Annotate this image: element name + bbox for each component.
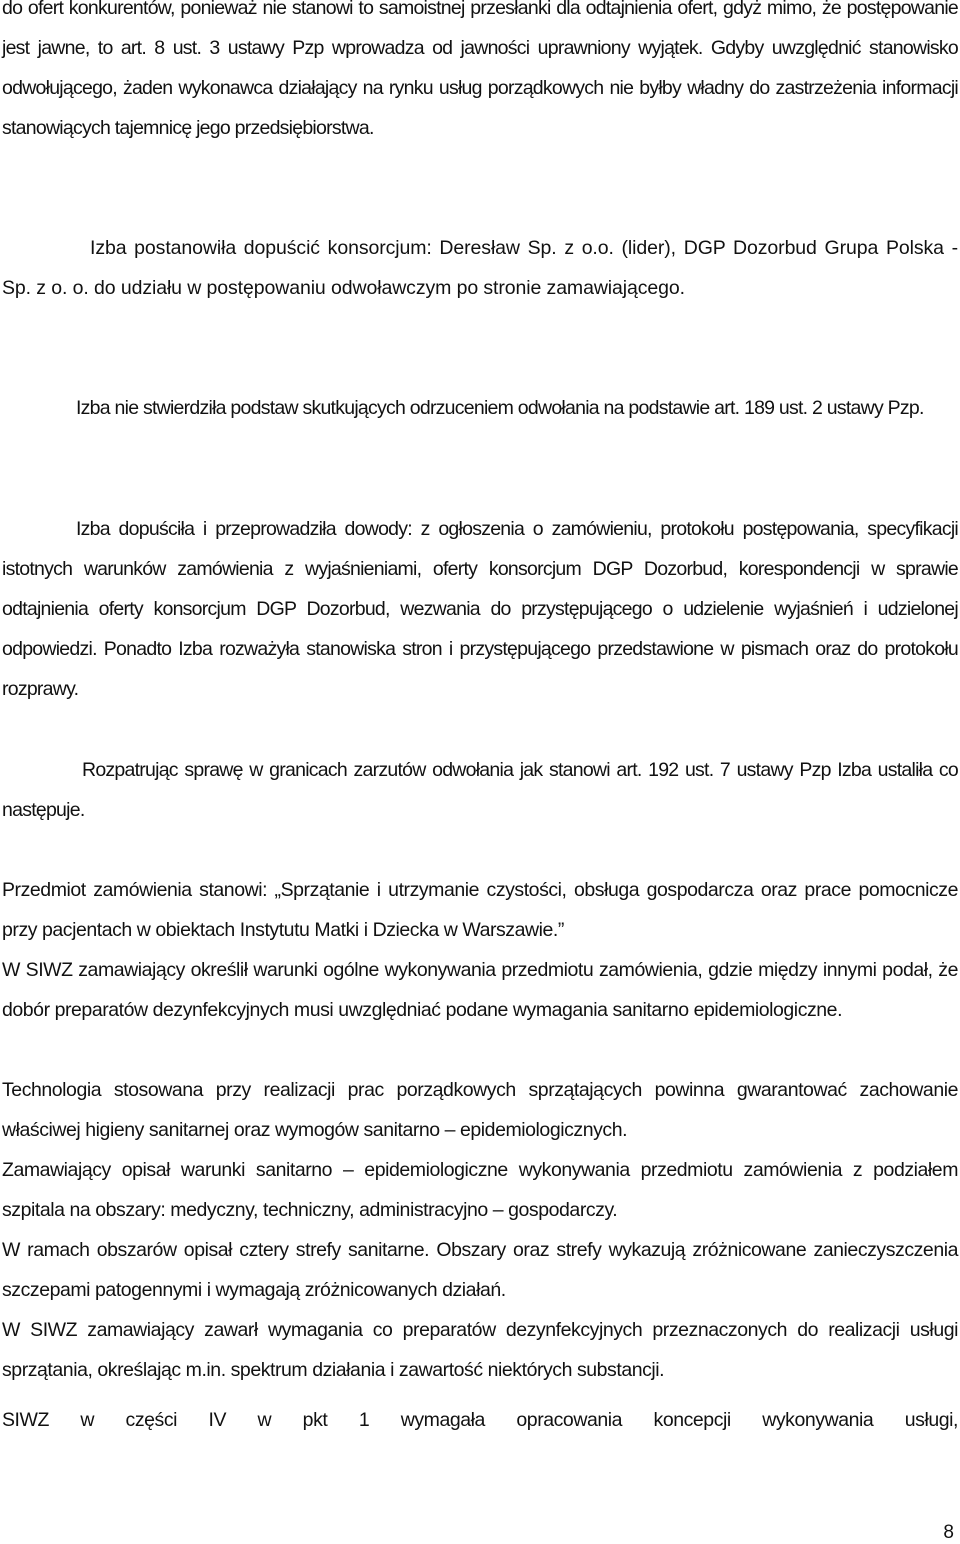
- page-number: 8: [943, 1522, 954, 1543]
- paragraph-warunki-sanitarne: Zamawiający opisał warunki sanitarno – epidemiologiczne wykonywania przedmiotu zamówienia z podziałem szpitala na obszary: medyczny, techniczny, administracyjno – gospodarczy.: [2, 1159, 958, 1221]
- paragraph-dopuszczenie-konsorcjum: Izba postanowiła dopuścić konsorcjum: Deresław Sp. z o.o. (lider), DGP Dozorbud Grupa Polska - Sp. z o. o. do udziału w postępowaniu odwoławczym po stronie zamawiającego.: [2, 237, 958, 299]
- paragraph-dowody: Izba dopuściła i przeprowadziła dowody: z ogłoszenia o zamówieniu, protokołu postępowania, specyfikacji istotnych warunków zamówienia z wyjaśnieniami, oferty konsorcjum DGP Dozorbud, korespondencji w sprawie odtajnienia oferty konsorcjum DGP Dozorbud, wezwania do przystępującego o udzielenie wyjaśnień i udzielonej odpowiedzi. Ponadto Izba rozważyła stanowiska stron i przystępującego przedstawione w pismach oraz do protokołu rozprawy.: [2, 518, 958, 700]
- paragraph-koncepcja: SIWZ w części IV w pkt 1 wymagała opracowania koncepcji wykonywania usługi,: [2, 1409, 958, 1431]
- paragraph-przedmiot-zamowienia: Przedmiot zamówienia stanowi: „Sprzątanie i utrzymanie czystości, obsługa gospodarcza oraz prace pomocnicze przy pacjentach w obiektach Instytutu Matki i Dziecka w Warszawie.”: [2, 879, 958, 941]
- paragraph-warunki-ogolne: W SIWZ zamawiający określił warunki ogólne wykonywania przedmiotu zamówienia, gdzie między innymi podał, że dobór preparatów dezynfekcyjnych musi uwzględniać podane wymagania sanitarno epidemiologiczne.: [2, 959, 958, 1021]
- paragraph-strefy-sanitarne: W ramach obszarów opisał cztery strefy sanitarne. Obszary oraz strefy wykazują zróżnicowane zanieczyszczenia szczepami patogennymi i wymagają zróżnicowanych działań.: [2, 1239, 958, 1301]
- paragraph-rozpatrujac-sprawe: Rozpatrując sprawę w granicach zarzutów odwołania jak stanowi art. 192 ust. 7 ustawy Pzp Izba ustaliła co następuje.: [2, 759, 958, 821]
- paragraph-preparaty: W SIWZ zamawiający zawarł wymagania co preparatów dezynfekcyjnych przeznaczonych do realizacji usługi sprzątania, określając m.in. spektrum działania i zawartość niektórych substancji.: [2, 1319, 958, 1381]
- paragraph-technologia: Technologia stosowana przy realizacji prac porządkowych sprzątających powinna gwarantować zachowanie właściwej higieny sanitarnej oraz wymogów sanitarno – epidemiologicznych.: [2, 1079, 958, 1141]
- paragraph-tajemnica-przedsiebiorstwa: do ofert konkurentów, ponieważ nie stanowi to samoistnej przesłanki dla odtajnienia ofert, gdyż mimo, że postępowanie jest jawne, to art. 8 ust. 3 ustawy Pzp wprowadza od jawności uprawniony wyjątek. Gdyby uwzględnić stanowisko odwołującego, żaden wykonawca działający na rynku usług porządkowych nie byłby władny do zastrzeżenia informacji stanowiących tajemnicę jego przedsiębiorstwa.: [2, 0, 958, 139]
- paragraph-brak-podstaw-odrzucenia: Izba nie stwierdziła podstaw skutkujących odrzuceniem odwołania na podstawie art. 189 ust. 2 ustawy Pzp.: [76, 397, 924, 419]
